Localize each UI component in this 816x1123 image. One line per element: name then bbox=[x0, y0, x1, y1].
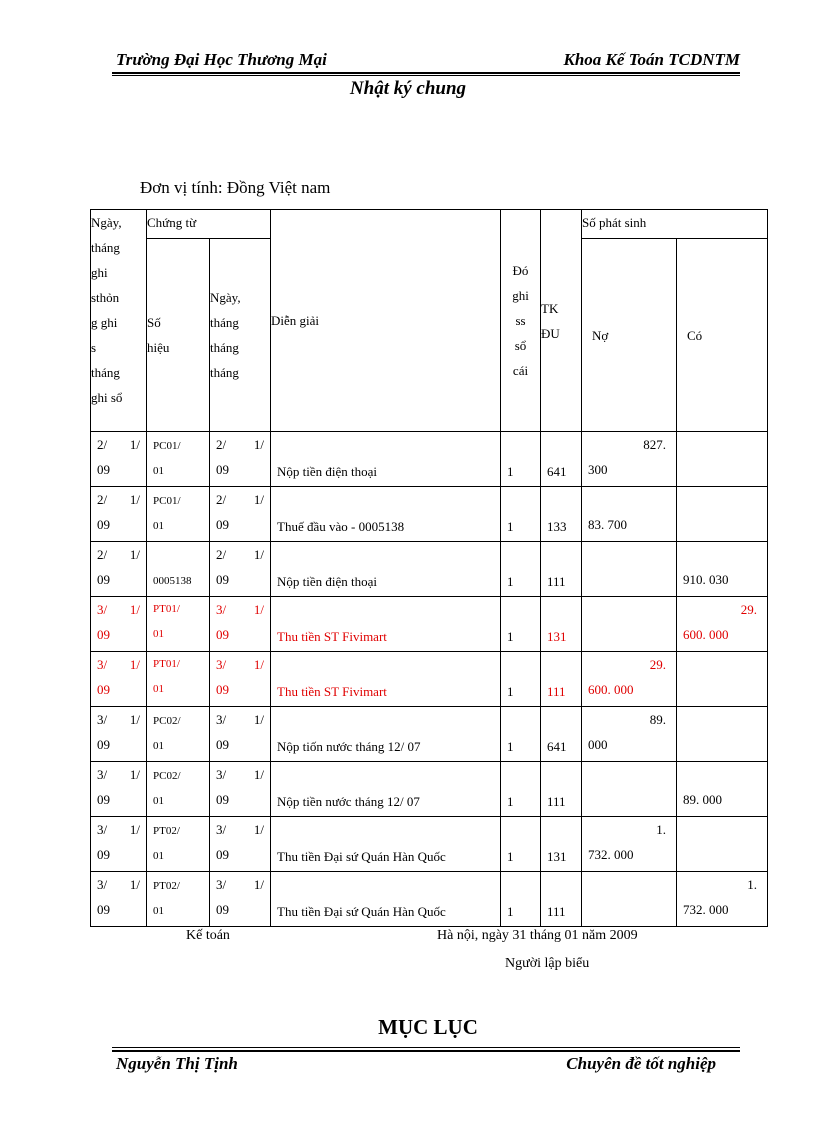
voucher-no-line2: 01 bbox=[153, 905, 164, 917]
credit-cell bbox=[677, 872, 768, 927]
voucher-day: 3/ bbox=[216, 767, 227, 782]
description-text: Nộp tiền nước tháng 12/ 07 bbox=[277, 794, 420, 809]
credit-cell bbox=[677, 487, 768, 542]
posted-cell bbox=[501, 542, 541, 597]
date-header-line: tháng bbox=[91, 240, 120, 255]
account-cell bbox=[541, 817, 582, 872]
description-text: Nộp tiốn nước tháng 12/ 07 bbox=[277, 739, 421, 754]
voucher-day: 3/ bbox=[216, 822, 227, 837]
voucher-date-header-line: tháng bbox=[210, 365, 239, 380]
entry-date-cell bbox=[91, 652, 147, 707]
col-voucher-header: Chứng từ bbox=[147, 210, 271, 239]
debit-line2: 600. 000 bbox=[588, 682, 634, 697]
description-text: Nộp tiền điện thoại bbox=[277, 574, 378, 589]
account-cell bbox=[541, 432, 582, 487]
page-footer bbox=[116, 1054, 716, 1076]
entry-month: 1/ bbox=[129, 437, 140, 452]
debit-cell bbox=[582, 872, 677, 927]
voucher-no-cell bbox=[147, 487, 210, 542]
description-text: Thu tiền ST Fivimart bbox=[277, 629, 387, 644]
account-text: 111 bbox=[547, 794, 566, 809]
entry-year: 09 bbox=[97, 517, 110, 532]
col-voucher-date-header bbox=[210, 239, 271, 432]
col-amounts-header: Số phát sinh bbox=[582, 210, 768, 239]
debit-line2: 300 bbox=[588, 462, 608, 477]
account-text: 131 bbox=[547, 849, 567, 864]
table-row bbox=[91, 542, 768, 597]
entry-month: 1/ bbox=[129, 657, 140, 672]
entry-day: 3/ bbox=[97, 712, 108, 727]
voucher-no-line2: 01 bbox=[153, 795, 164, 807]
accountant-label: Kế toán bbox=[186, 928, 230, 943]
date-header-line: ghi bbox=[91, 265, 108, 280]
posted-cell bbox=[501, 432, 541, 487]
voucher-day: 3/ bbox=[216, 657, 227, 672]
voucher-date-cell bbox=[210, 872, 271, 927]
voucher-date-cell bbox=[210, 762, 271, 817]
voucher-no-line1: PC01/ bbox=[153, 495, 181, 507]
description-cell bbox=[271, 707, 501, 762]
voucher-month: 1/ bbox=[253, 712, 264, 727]
credit-line1 bbox=[683, 432, 761, 457]
posted-cell bbox=[501, 487, 541, 542]
voucher-no-cell bbox=[147, 817, 210, 872]
voucher-date-header-line: Ngày, bbox=[210, 290, 241, 305]
voucher-no-line2: 01 bbox=[153, 683, 164, 695]
author-name: Nguyễn Thị Tịnh bbox=[116, 1054, 238, 1073]
currency-unit: Đơn vị tính: Đồng Việt nam bbox=[140, 178, 331, 197]
entry-month: 1/ bbox=[129, 547, 140, 562]
voucher-no-header-line: hiệu bbox=[147, 340, 170, 355]
date-header-line: s bbox=[91, 340, 97, 355]
preparer-label: Người lập biểu bbox=[505, 956, 590, 971]
entry-day: 3/ bbox=[97, 657, 108, 672]
entry-month: 1/ bbox=[129, 822, 140, 837]
journal-table bbox=[90, 209, 768, 927]
account-text: 641 bbox=[547, 464, 567, 479]
voucher-day: 2/ bbox=[216, 437, 227, 452]
voucher-year: 09 bbox=[216, 627, 229, 642]
voucher-day: 2/ bbox=[216, 547, 227, 562]
voucher-no-line1: PT01/ bbox=[153, 603, 180, 615]
thesis-label: Chuyên đề tốt nghiệp bbox=[566, 1054, 716, 1073]
col-account-header bbox=[541, 210, 582, 432]
voucher-month: 1/ bbox=[253, 602, 264, 617]
entry-month: 1/ bbox=[129, 602, 140, 617]
debit-line1 bbox=[588, 597, 670, 622]
description-cell bbox=[271, 487, 501, 542]
voucher-date-cell bbox=[210, 707, 271, 762]
voucher-no-cell bbox=[147, 652, 210, 707]
voucher-date-header-line: tháng bbox=[210, 340, 239, 355]
account-cell bbox=[541, 652, 582, 707]
debit-cell bbox=[582, 762, 677, 817]
footer-rule-thin bbox=[112, 1047, 740, 1048]
credit-cell bbox=[677, 817, 768, 872]
posted-text: 1 bbox=[507, 684, 514, 699]
debit-line1 bbox=[588, 872, 670, 897]
voucher-date-cell bbox=[210, 597, 271, 652]
debit-cell bbox=[582, 487, 677, 542]
account-text: 641 bbox=[547, 739, 567, 754]
voucher-no-cell bbox=[147, 542, 210, 597]
debit-line1 bbox=[588, 487, 670, 512]
entry-year: 09 bbox=[97, 462, 110, 477]
credit-cell bbox=[677, 707, 768, 762]
table-row bbox=[91, 652, 768, 707]
date-header-line: ghi sổ bbox=[91, 390, 123, 405]
posted-text: 1 bbox=[507, 464, 514, 479]
page-title: Nhật ký chung bbox=[349, 78, 467, 99]
section-title: MỤC LỤC bbox=[378, 1015, 478, 1039]
account-cell bbox=[541, 597, 582, 652]
posted-text: 1 bbox=[507, 739, 514, 754]
date-header-line: tháng bbox=[91, 365, 120, 380]
debit-cell bbox=[582, 707, 677, 762]
entry-date-cell bbox=[91, 707, 147, 762]
voucher-day: 3/ bbox=[216, 602, 227, 617]
voucher-no-cell bbox=[147, 762, 210, 817]
voucher-no-line1: PT02/ bbox=[153, 825, 180, 837]
posted-cell bbox=[501, 817, 541, 872]
debit-cell bbox=[582, 652, 677, 707]
voucher-month: 1/ bbox=[253, 547, 264, 562]
col-posted-header bbox=[501, 210, 541, 432]
col-voucher-no-header bbox=[147, 239, 210, 432]
credit-line1 bbox=[683, 707, 761, 732]
entry-day: 3/ bbox=[97, 767, 108, 782]
account-header-line: TK bbox=[541, 300, 559, 316]
entry-year: 09 bbox=[97, 627, 110, 642]
description-cell bbox=[271, 652, 501, 707]
table-row bbox=[91, 487, 768, 542]
debit-line1: 1. bbox=[656, 822, 666, 837]
credit-cell bbox=[677, 432, 768, 487]
school-name: Trường Đại Học Thương Mại bbox=[116, 50, 327, 69]
credit-line1 bbox=[683, 817, 761, 842]
voucher-date-cell bbox=[210, 817, 271, 872]
description-cell bbox=[271, 817, 501, 872]
voucher-month: 1/ bbox=[253, 877, 264, 892]
table-row bbox=[91, 762, 768, 817]
entry-day: 3/ bbox=[97, 822, 108, 837]
debit-line1: 29. bbox=[649, 657, 666, 672]
date-header-line: Ngày, bbox=[91, 215, 122, 230]
voucher-date-cell bbox=[210, 652, 271, 707]
voucher-month: 1/ bbox=[253, 822, 264, 837]
account-cell bbox=[541, 707, 582, 762]
account-text: 111 bbox=[547, 574, 566, 589]
voucher-no-cell bbox=[147, 432, 210, 487]
entry-year: 09 bbox=[97, 572, 110, 587]
voucher-no-line2: 01 bbox=[153, 740, 164, 752]
voucher-no-header-line: Số bbox=[147, 315, 161, 330]
debit-cell bbox=[582, 542, 677, 597]
posted-cell bbox=[501, 652, 541, 707]
voucher-year: 09 bbox=[216, 847, 229, 862]
date-header-line: sthỏn bbox=[91, 290, 120, 305]
credit-line1 bbox=[683, 652, 761, 677]
voucher-day: 3/ bbox=[216, 877, 227, 892]
entry-date-cell bbox=[91, 817, 147, 872]
table-row bbox=[91, 817, 768, 872]
voucher-date-cell bbox=[210, 487, 271, 542]
voucher-no-line1: PC02/ bbox=[153, 770, 181, 782]
posted-cell bbox=[501, 707, 541, 762]
voucher-no-line2: 01 bbox=[153, 520, 164, 532]
posted-header-line: Đó bbox=[512, 263, 529, 278]
page-header bbox=[116, 50, 740, 72]
credit-cell bbox=[677, 542, 768, 597]
account-cell bbox=[541, 762, 582, 817]
entry-year: 09 bbox=[97, 902, 110, 917]
account-header-line: ĐU bbox=[541, 325, 560, 341]
posted-text: 1 bbox=[507, 849, 514, 864]
voucher-date-cell bbox=[210, 542, 271, 597]
credit-line1 bbox=[683, 487, 761, 512]
description-text: Thu tiền Đại sứ Quán Hàn Quốc bbox=[277, 849, 446, 864]
account-text: 133 bbox=[547, 519, 567, 534]
credit-line2: 600. 000 bbox=[683, 627, 729, 642]
entry-date-cell bbox=[91, 487, 147, 542]
voucher-year: 09 bbox=[216, 902, 229, 917]
footer-rule bbox=[112, 1050, 740, 1052]
credit-cell bbox=[677, 762, 768, 817]
voucher-no-line1: PT02/ bbox=[153, 880, 180, 892]
voucher-day: 2/ bbox=[216, 492, 227, 507]
entry-year: 09 bbox=[97, 792, 110, 807]
voucher-date-cell bbox=[210, 432, 271, 487]
posted-header-line: ss bbox=[515, 313, 526, 328]
voucher-no-line2: 01 bbox=[153, 465, 164, 477]
debit-cell bbox=[582, 817, 677, 872]
account-cell bbox=[541, 487, 582, 542]
voucher-month: 1/ bbox=[253, 657, 264, 672]
voucher-day: 3/ bbox=[216, 712, 227, 727]
credit-line1: 1. bbox=[747, 877, 758, 892]
description-cell bbox=[271, 542, 501, 597]
table-row bbox=[91, 597, 768, 652]
debit-line1: 827. bbox=[643, 437, 666, 452]
description-text: Thuế đầu vào - 0005138 bbox=[277, 519, 405, 534]
col-date-header bbox=[91, 210, 147, 432]
credit-line1 bbox=[683, 542, 761, 567]
voucher-no-line1: PC02/ bbox=[153, 715, 181, 727]
voucher-date-header-line: tháng bbox=[210, 315, 239, 330]
entry-month: 1/ bbox=[129, 877, 140, 892]
entry-year: 09 bbox=[97, 682, 110, 697]
debit-line1 bbox=[588, 542, 670, 567]
voucher-month: 1/ bbox=[253, 437, 264, 452]
debit-line2: 83. 700 bbox=[588, 517, 627, 532]
entry-day: 3/ bbox=[97, 877, 108, 892]
credit-line1: 29. bbox=[740, 602, 758, 617]
entry-date-cell bbox=[91, 597, 147, 652]
voucher-no-line2: 0005138 bbox=[153, 575, 192, 587]
col-credit-header: Có bbox=[677, 239, 768, 432]
entry-year: 09 bbox=[97, 737, 110, 752]
entry-day: 2/ bbox=[97, 547, 108, 562]
voucher-year: 09 bbox=[216, 462, 229, 477]
entry-date-cell bbox=[91, 432, 147, 487]
debit-cell bbox=[582, 432, 677, 487]
posted-cell bbox=[501, 762, 541, 817]
credit-line1 bbox=[683, 762, 761, 787]
header-rule-thin bbox=[112, 75, 740, 76]
entry-year: 09 bbox=[97, 847, 110, 862]
posted-text: 1 bbox=[507, 904, 514, 919]
account-cell bbox=[541, 872, 582, 927]
voucher-year: 09 bbox=[216, 682, 229, 697]
credit-cell bbox=[677, 597, 768, 652]
account-text: 111 bbox=[547, 904, 566, 919]
posted-text: 1 bbox=[507, 519, 514, 534]
credit-line2: 732. 000 bbox=[683, 902, 729, 917]
entry-date-cell bbox=[91, 762, 147, 817]
posted-cell bbox=[501, 872, 541, 927]
account-text: 131 bbox=[547, 629, 567, 644]
account-text: 111 bbox=[547, 684, 566, 699]
voucher-no-line1: PT01/ bbox=[153, 658, 180, 670]
credit-line2: 89. 000 bbox=[683, 792, 722, 807]
voucher-month: 1/ bbox=[253, 492, 264, 507]
entry-month: 1/ bbox=[129, 712, 140, 727]
voucher-year: 09 bbox=[216, 737, 229, 752]
credit-cell bbox=[677, 652, 768, 707]
place-date: Hà nội, ngày 31 tháng 01 năm 2009 bbox=[437, 928, 638, 943]
description-text: Thu tiền ST Fivimart bbox=[277, 684, 387, 699]
voucher-year: 09 bbox=[216, 792, 229, 807]
entry-day: 3/ bbox=[97, 602, 108, 617]
date-header-line: g ghi bbox=[91, 315, 118, 330]
header-rule bbox=[112, 72, 740, 74]
posted-header-line: ghi bbox=[512, 288, 529, 303]
col-debit-header: Nợ bbox=[582, 239, 677, 432]
credit-line2: 910. 030 bbox=[683, 572, 729, 587]
debit-line2: 000 bbox=[588, 737, 608, 752]
posted-text: 1 bbox=[507, 574, 514, 589]
posted-text: 1 bbox=[507, 629, 514, 644]
account-cell bbox=[541, 542, 582, 597]
entry-day: 2/ bbox=[97, 492, 108, 507]
voucher-no-cell bbox=[147, 872, 210, 927]
table-row bbox=[91, 707, 768, 762]
description-cell bbox=[271, 762, 501, 817]
voucher-year: 09 bbox=[216, 517, 229, 532]
description-text: Thu tiền Đại sứ Quán Hàn Quốc bbox=[277, 904, 446, 919]
description-text: Nộp tiền điện thoại bbox=[277, 464, 378, 479]
posted-header-line: sổ bbox=[514, 338, 527, 353]
table-header-row bbox=[91, 210, 768, 239]
table-row bbox=[91, 872, 768, 927]
faculty-name: Khoa Kế Toán TCDNTM bbox=[563, 50, 740, 69]
voucher-year: 09 bbox=[216, 572, 229, 587]
voucher-no-line1 bbox=[153, 544, 203, 569]
table-row bbox=[91, 432, 768, 487]
entry-month: 1/ bbox=[129, 767, 140, 782]
voucher-no-line1: PC01/ bbox=[153, 440, 181, 452]
description-cell bbox=[271, 597, 501, 652]
entry-date-cell bbox=[91, 542, 147, 597]
description-cell bbox=[271, 872, 501, 927]
debit-line1 bbox=[588, 762, 670, 787]
posted-header-line: cái bbox=[512, 363, 529, 378]
debit-cell bbox=[582, 597, 677, 652]
entry-date-cell bbox=[91, 872, 147, 927]
debit-line2: 732. 000 bbox=[588, 847, 634, 862]
entry-month: 1/ bbox=[129, 492, 140, 507]
col-description-header: Diễn giải bbox=[271, 210, 501, 432]
description-cell bbox=[271, 432, 501, 487]
debit-line1: 89. bbox=[649, 712, 666, 727]
posted-cell bbox=[501, 597, 541, 652]
voucher-month: 1/ bbox=[253, 767, 264, 782]
voucher-no-line2: 01 bbox=[153, 850, 164, 862]
posted-text: 1 bbox=[507, 794, 514, 809]
voucher-no-cell bbox=[147, 597, 210, 652]
voucher-no-line2: 01 bbox=[153, 628, 164, 640]
voucher-no-cell bbox=[147, 707, 210, 762]
entry-day: 2/ bbox=[97, 437, 108, 452]
